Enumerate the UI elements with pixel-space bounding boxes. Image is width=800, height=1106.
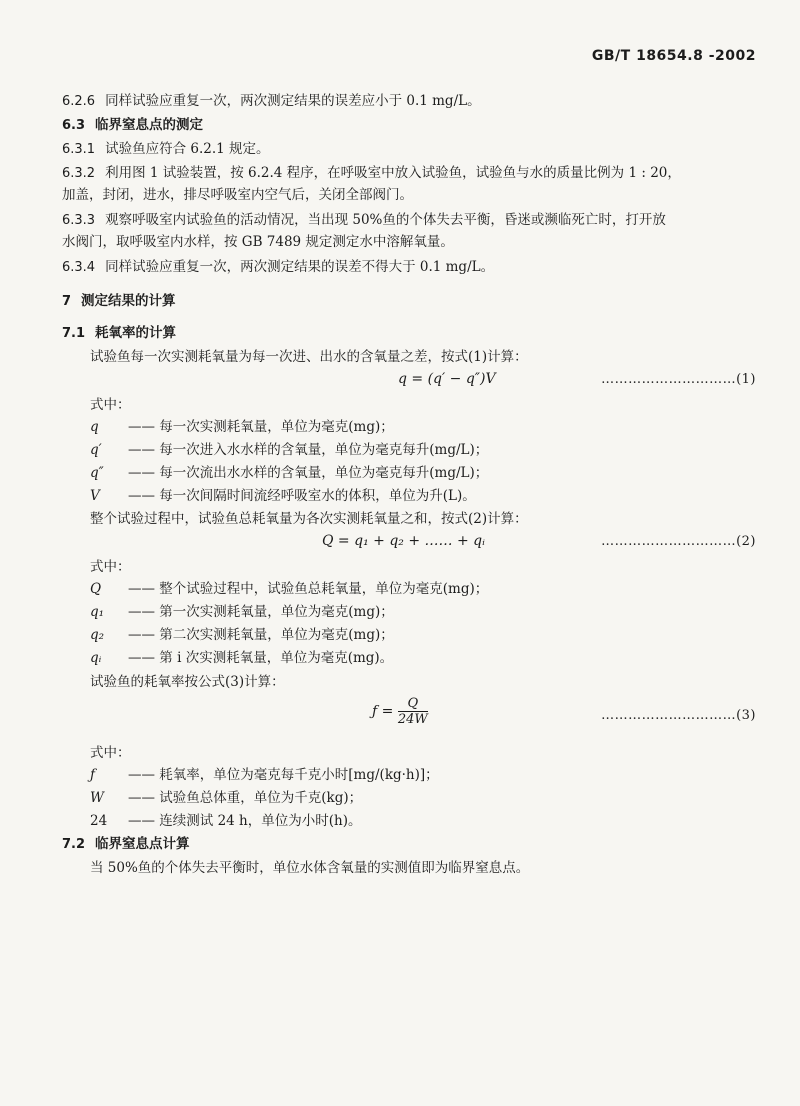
def-Q: Q —— 整个试验过程中，试验鱼总耗氧量，单位为毫克(mg)；: [90, 581, 489, 597]
where-label-3: 式中：: [90, 745, 131, 761]
formula-1-number: …………………………(1): [601, 372, 756, 387]
clause-6-2-6: 6.2.6 同样试验应重复一次，两次测定结果的误差应小于 0.1 mg/L。: [62, 93, 481, 109]
def-f: ƒ —— 耗氧率，单位为毫克每千克小时[mg/(kg·h)]；: [90, 767, 439, 783]
def-q2: q₂ —— 第二次实测耗氧量，单位为毫克(mg)；: [90, 627, 394, 643]
formula-1: q = (q′ − q″)V: [398, 371, 496, 387]
def-qi: qᵢ —— 第 i 次实测耗氧量，单位为毫克(mg)。: [90, 650, 394, 666]
where-label-2: 式中：: [90, 559, 131, 575]
heading-7-2: 7.2 临界窒息点计算: [62, 836, 190, 852]
text-7-2-a: 当 50%鱼的个体失去平衡时，单位水体含氧量的实测值即为临界窒息点。: [90, 860, 530, 876]
clause-6-3-2-cont: 加盖，封闭，进水，排尽呼吸室内空气后，关闭全部阀门。: [62, 187, 413, 203]
fraction: $\frac{Q}{24W}$: [397, 696, 428, 727]
clause-6-3-4: 6.3.4 同样试验应重复一次，两次测定结果的误差不得大于 0.1 mg/L。: [62, 259, 495, 275]
def-q-double-prime: q″ —— 每一次流出水水样的含氧量，单位为毫克每升(mg/L)；: [90, 465, 489, 481]
def-w: W —— 试验鱼总体重，单位为千克(kg)；: [90, 790, 363, 806]
def-24: 24 —— 连续测试 24 h，单位为小时(h)。: [90, 813, 362, 829]
def-q1: q₁ —— 第一次实测耗氧量，单位为毫克(mg)；: [90, 604, 394, 620]
formula-2: Q = q₁ + q₂ + …… + qᵢ: [322, 533, 485, 549]
clause-6-3-2: 6.3.2 利用图 1 试验装置，按 6.2.4 程序，在呼吸室中放入试验鱼，试验鱼与水的质量比例为 1 : 20，: [62, 165, 681, 181]
text-7-1-a: 试验鱼每一次实测耗氧量为每一次进、出水的含氧量之差，按式(1)计算：: [90, 349, 528, 365]
where-label-1: 式中：: [90, 397, 131, 413]
heading-6-3: 6.3 临界窒息点的测定: [62, 117, 204, 133]
clause-6-3-1: 6.3.1 试验鱼应符合 6.2.1 规定。: [62, 141, 270, 157]
heading-7-1: 7.1 耗氧率的计算: [62, 325, 177, 341]
standard-code: GB/T 18654.8 -2002: [591, 48, 756, 64]
formula-2-number: …………………………(2): [601, 534, 756, 549]
def-q: q —— 每一次实测耗氧量，单位为毫克(mg)；: [90, 419, 394, 435]
def-v: V —— 每一次间隔时间流经呼吸室水的体积，单位为升(L)。: [90, 488, 476, 504]
text-7-1-c: 试验鱼的耗氧率按公式(3)计算：: [90, 674, 285, 690]
formula-3-number: …………………………(3): [601, 708, 756, 723]
heading-7: 7 测定结果的计算: [62, 293, 176, 309]
text-7-1-b: 整个试验过程中，试验鱼总耗氧量为各次实测耗氧量之和，按式(2)计算：: [90, 511, 528, 527]
clause-6-3-3-cont: 水阀门，取呼吸室内水样，按 GB 7489 规定测定水中溶解氧量。: [62, 234, 454, 250]
formula-3: ƒ = $\frac{Q}{24W}$: [372, 696, 428, 727]
def-q-prime: q′ —— 每一次进入水水样的含氧量，单位为毫克每升(mg/L)；: [90, 442, 489, 458]
clause-6-3-3: 6.3.3 观察呼吸室内试验鱼的活动情况，当出现 50%鱼的个体失去平衡，昏迷或濒临死亡时，打开放: [62, 212, 666, 228]
